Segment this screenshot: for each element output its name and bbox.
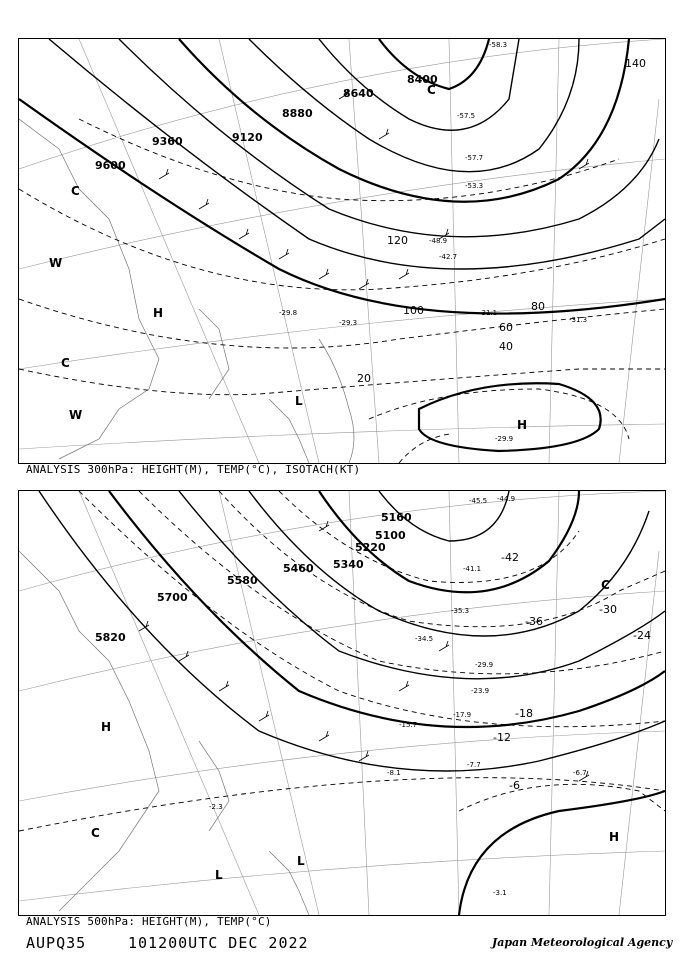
station-temp: -3.1 (493, 889, 507, 897)
temp-label: -12 (493, 731, 511, 744)
height-label: 5340 (333, 558, 364, 571)
high-center: H (101, 720, 112, 734)
temp-label: -18 (515, 707, 533, 720)
product-code: AUPQ35 (26, 934, 87, 952)
station-temp: -44.9 (497, 495, 516, 503)
station-temp: -17.9 (453, 711, 472, 719)
height-label: 9600 (95, 159, 126, 172)
high-center: H (153, 306, 164, 320)
map-500hpa (19, 491, 665, 915)
station-temp: -8.1 (387, 769, 401, 777)
station-temp: -58.3 (489, 41, 508, 49)
isotach-labels (357, 57, 646, 385)
temp-labels (493, 551, 651, 792)
height-label: 8640 (343, 87, 374, 100)
temp-label: -6 (509, 779, 520, 792)
station-temp: -29.3 (339, 319, 358, 327)
height-label: 9120 (232, 131, 263, 144)
height-label: 5460 (283, 562, 314, 575)
height-label: 5580 (227, 574, 258, 587)
station-temp: -29.9 (475, 661, 494, 669)
height-label: 5160 (381, 511, 412, 524)
station-temp: -35.3 (451, 607, 470, 615)
height-label: 5220 (355, 541, 386, 554)
isotach-label: 20 (357, 372, 371, 385)
low-center: L (297, 854, 305, 868)
isotach-label: 140 (625, 57, 646, 70)
low-center: L (295, 394, 303, 408)
isotach-label: 100 (403, 304, 424, 317)
station-temp: -57.7 (465, 154, 484, 162)
temp-label: -36 (525, 615, 543, 628)
station-temp: -42.7 (439, 253, 458, 261)
station-temp: -6.7 (573, 769, 587, 777)
height-label: 8400 (407, 73, 438, 86)
height-label: 5820 (95, 631, 126, 644)
station-temp: -57.5 (457, 112, 476, 120)
wind-barbs (159, 89, 589, 289)
caption-300hpa: ANALYSIS 300hPa: HEIGHT(M), TEMP(°C), ISOTACH(KT) (26, 463, 361, 476)
station-temp: -31.1 (479, 309, 498, 317)
station-temp: -34.5 (415, 635, 434, 643)
station-temp: -45.5 (469, 497, 488, 505)
isotherms (19, 491, 665, 831)
temp-label: -42 (501, 551, 519, 564)
low-center: L (215, 868, 223, 882)
wind-barbs (139, 521, 589, 781)
temp-label: -30 (599, 603, 617, 616)
isotach-label: 40 (499, 340, 513, 353)
temp-label: -24 (633, 629, 651, 642)
station-temp: -7.7 (467, 761, 481, 769)
agency-name: Japan Meteorological Agency (492, 936, 673, 949)
high-center: H (517, 418, 528, 432)
station-temp: -41.1 (463, 565, 482, 573)
station-temp: -29.8 (279, 309, 298, 317)
station-temp: -23.9 (471, 687, 490, 695)
station-temp: -53.3 (465, 182, 484, 190)
station-temp: -15.7 (399, 721, 418, 729)
caption-500hpa: ANALYSIS 500hPa: HEIGHT(M), TEMP(°C) (26, 915, 272, 928)
height-label: 8880 (282, 107, 313, 120)
isotach-label: 60 (499, 321, 513, 334)
station-temp: -31.3 (569, 316, 588, 324)
chart-300hpa (18, 38, 666, 464)
station-temp: -29.9 (495, 435, 514, 443)
cold-center: C (427, 83, 436, 97)
map-300hpa (19, 39, 665, 463)
warm-center: W (49, 256, 63, 270)
height-contours (19, 39, 665, 451)
cold-center: C (91, 826, 100, 840)
height-label: 9360 (152, 135, 183, 148)
cold-center: C (601, 578, 610, 592)
cold-center: C (71, 184, 80, 198)
height-label: 5700 (157, 591, 188, 604)
station-temps (209, 495, 587, 897)
station-temp: -2.3 (209, 803, 223, 811)
graticule (19, 491, 665, 915)
valid-time: 101200UTC DEC 2022 (128, 934, 309, 952)
warm-center: W (69, 408, 83, 422)
cold-center: C (61, 356, 70, 370)
station-temp: -48.9 (429, 237, 448, 245)
isotach-label: 80 (531, 300, 545, 313)
height-label: 5100 (375, 529, 406, 542)
chart-500hpa (18, 490, 666, 916)
high-center: H (609, 830, 620, 844)
isotach-label: 120 (387, 234, 408, 247)
